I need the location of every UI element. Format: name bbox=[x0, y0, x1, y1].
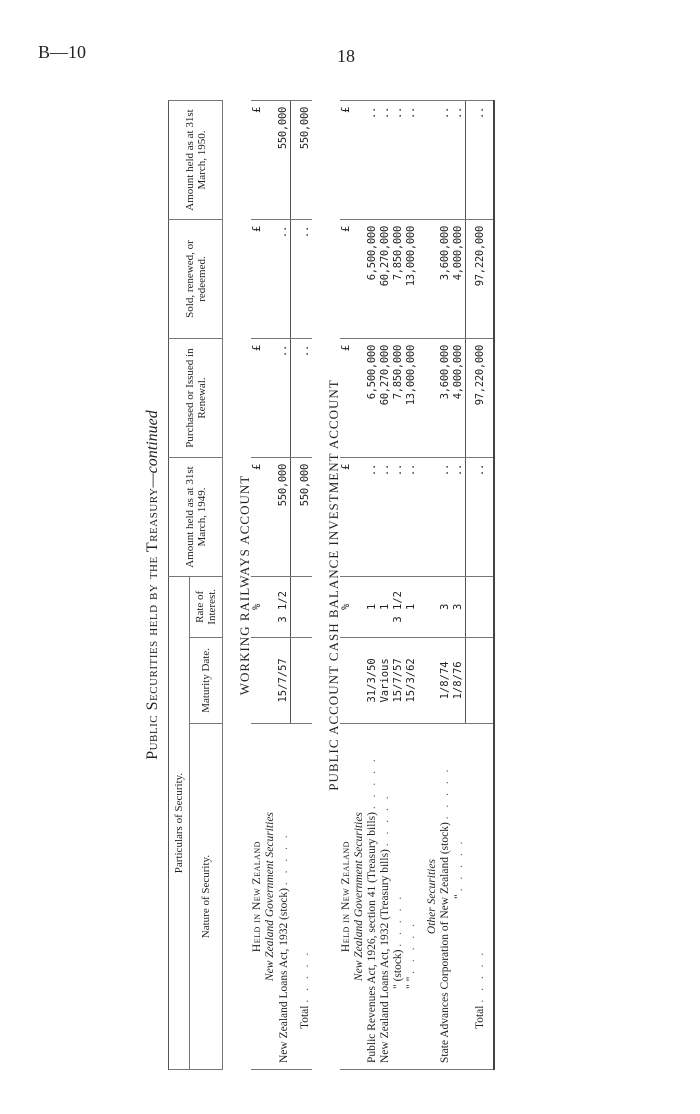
row-nature: State Advances Corporation of New Zealand (stock) . . . . . bbox=[439, 724, 452, 1070]
group-label: New Zealand Government Securities bbox=[264, 724, 277, 1070]
row-held-1949: .. bbox=[366, 458, 379, 577]
row-nature: Public Revenues Act, 1926, section 41 (Treasury bills) . . . . . bbox=[366, 724, 379, 1070]
row-purchased: 7,850,000 bbox=[392, 339, 405, 458]
row-purchased: 3,600,000 bbox=[439, 339, 452, 458]
row-sold: 6,500,000 bbox=[366, 220, 379, 339]
row-purchased: 13,000,000 bbox=[405, 339, 418, 458]
unit-held-1949: £ bbox=[251, 458, 264, 577]
row-held-1949: .. bbox=[392, 458, 405, 577]
other-group-label: Other Securities bbox=[418, 724, 439, 1070]
unit-sold: £ bbox=[251, 220, 264, 339]
row-held-1950: .. bbox=[439, 101, 452, 220]
row-held-1949: .. bbox=[452, 458, 466, 577]
securities-table bbox=[168, 100, 495, 1070]
held-in-label: Held in New Zealand bbox=[251, 724, 264, 1070]
row-maturity: 15/7/57 bbox=[277, 637, 291, 724]
header-particulars: Particulars of Security. bbox=[169, 577, 190, 1070]
header-sold: Sold, renewed, or redeemed. bbox=[169, 220, 223, 339]
unit-held-1949: £ bbox=[340, 458, 353, 577]
row-held-1949: .. bbox=[405, 458, 418, 577]
row-nature: " . . . . . bbox=[452, 724, 466, 1070]
row-rate: 3 bbox=[452, 577, 466, 638]
total-label: Total . . . . . bbox=[466, 724, 488, 1070]
row-held-1949: .. bbox=[379, 458, 392, 577]
row-nature: " " . . . . . bbox=[405, 724, 418, 1070]
row-rate: 3 1/2 bbox=[392, 577, 405, 638]
unit-purchased: £ bbox=[251, 339, 264, 458]
held-in-label: Held in New Zealand bbox=[340, 724, 353, 1070]
row-rate: 1 bbox=[366, 577, 379, 638]
total-held-1950: 550,000 bbox=[291, 101, 313, 220]
total-sold: .. bbox=[291, 220, 313, 339]
row-purchased: 6,500,000 bbox=[366, 339, 379, 458]
total-held-1949: .. bbox=[466, 458, 488, 577]
total-purchased: 97,220,000 bbox=[466, 339, 488, 458]
row-rate: 3 1/2 bbox=[277, 577, 291, 638]
row-held-1950: 550,000 bbox=[277, 101, 291, 220]
section-title: PUBLIC ACCOUNT CASH BALANCE INVESTMENT ACCOUNT bbox=[326, 379, 341, 791]
unit-sold: £ bbox=[340, 220, 353, 339]
table-row bbox=[452, 101, 466, 1070]
unit-purchased: £ bbox=[340, 339, 353, 458]
row-held-1950: .. bbox=[379, 101, 392, 220]
total-row bbox=[466, 101, 488, 1070]
row-maturity: Various bbox=[379, 637, 392, 724]
table-row bbox=[277, 101, 291, 1070]
table-row bbox=[439, 101, 452, 1070]
row-maturity: 1/8/76 bbox=[452, 637, 466, 724]
row-rate: 3 bbox=[439, 577, 452, 638]
header-purchased: Purchased or Issued in Renewal. bbox=[169, 339, 223, 458]
row-held-1950: .. bbox=[405, 101, 418, 220]
total-purchased: .. bbox=[291, 339, 313, 458]
header-nature: Nature of Security. bbox=[190, 724, 223, 1070]
group-label: New Zealand Government Securities bbox=[353, 724, 366, 1070]
table-row bbox=[392, 101, 405, 1070]
row-purchased: .. bbox=[277, 339, 291, 458]
page-number: 18 bbox=[337, 46, 355, 66]
row-nature: New Zealand Loans Act, 1932 (stock) . . . . . bbox=[277, 724, 291, 1070]
unit-rate: % bbox=[251, 577, 264, 638]
row-rate: 1 bbox=[405, 577, 418, 638]
row-rate: 1 bbox=[379, 577, 392, 638]
total-row bbox=[291, 101, 313, 1070]
row-sold: .. bbox=[277, 220, 291, 339]
table-row bbox=[379, 101, 392, 1070]
row-held-1950: .. bbox=[392, 101, 405, 220]
title-main: Public Securities held by the Treasury bbox=[144, 487, 161, 760]
row-purchased: 60,270,000 bbox=[379, 339, 392, 458]
page-ref: B—10 bbox=[38, 42, 87, 62]
table-row bbox=[366, 101, 379, 1070]
row-maturity: 15/3/62 bbox=[405, 637, 418, 724]
unit-rate: % bbox=[340, 577, 353, 638]
row-purchased: 4,000,000 bbox=[452, 339, 466, 458]
total-held-1950: .. bbox=[466, 101, 488, 220]
row-sold: 3,600,000 bbox=[439, 220, 452, 339]
row-maturity: 1/8/74 bbox=[439, 637, 452, 724]
row-nature: " (stock) . . . . . bbox=[392, 724, 405, 1070]
total-sold: 97,220,000 bbox=[466, 220, 488, 339]
row-sold: 13,000,000 bbox=[405, 220, 418, 339]
unit-held-1950: £ bbox=[340, 101, 353, 220]
header-maturity: Maturity Date. bbox=[190, 637, 223, 724]
row-held-1950: .. bbox=[452, 101, 466, 220]
row-maturity: 31/3/50 bbox=[366, 637, 379, 724]
total-held-1949: 550,000 bbox=[291, 458, 313, 577]
row-maturity: 15/7/57 bbox=[392, 637, 405, 724]
page-title bbox=[144, 100, 162, 1070]
row-sold: 60,270,000 bbox=[379, 220, 392, 339]
header-rate: Rate of Interest. bbox=[190, 577, 223, 638]
table-row bbox=[405, 101, 418, 1070]
title-continued: —continued bbox=[144, 410, 161, 488]
total-label: Total . . . . . bbox=[291, 724, 313, 1070]
row-held-1950: .. bbox=[366, 101, 379, 220]
header-held-1949: Amount held as at 31st March, 1949. bbox=[169, 458, 223, 577]
row-held-1949: .. bbox=[439, 458, 452, 577]
row-sold: 4,000,000 bbox=[452, 220, 466, 339]
row-sold: 7,850,000 bbox=[392, 220, 405, 339]
unit-held-1950: £ bbox=[251, 101, 264, 220]
section-title: WORKING RAILWAYS ACCOUNT bbox=[237, 474, 252, 696]
row-held-1949: 550,000 bbox=[277, 458, 291, 577]
header-held-1950: Amount held as at 31st March, 1950. bbox=[169, 101, 223, 220]
row-nature: New Zealand Loans Act, 1932 (Treasury bills) . . . . . bbox=[379, 724, 392, 1070]
rotated-content bbox=[100, 100, 570, 1070]
